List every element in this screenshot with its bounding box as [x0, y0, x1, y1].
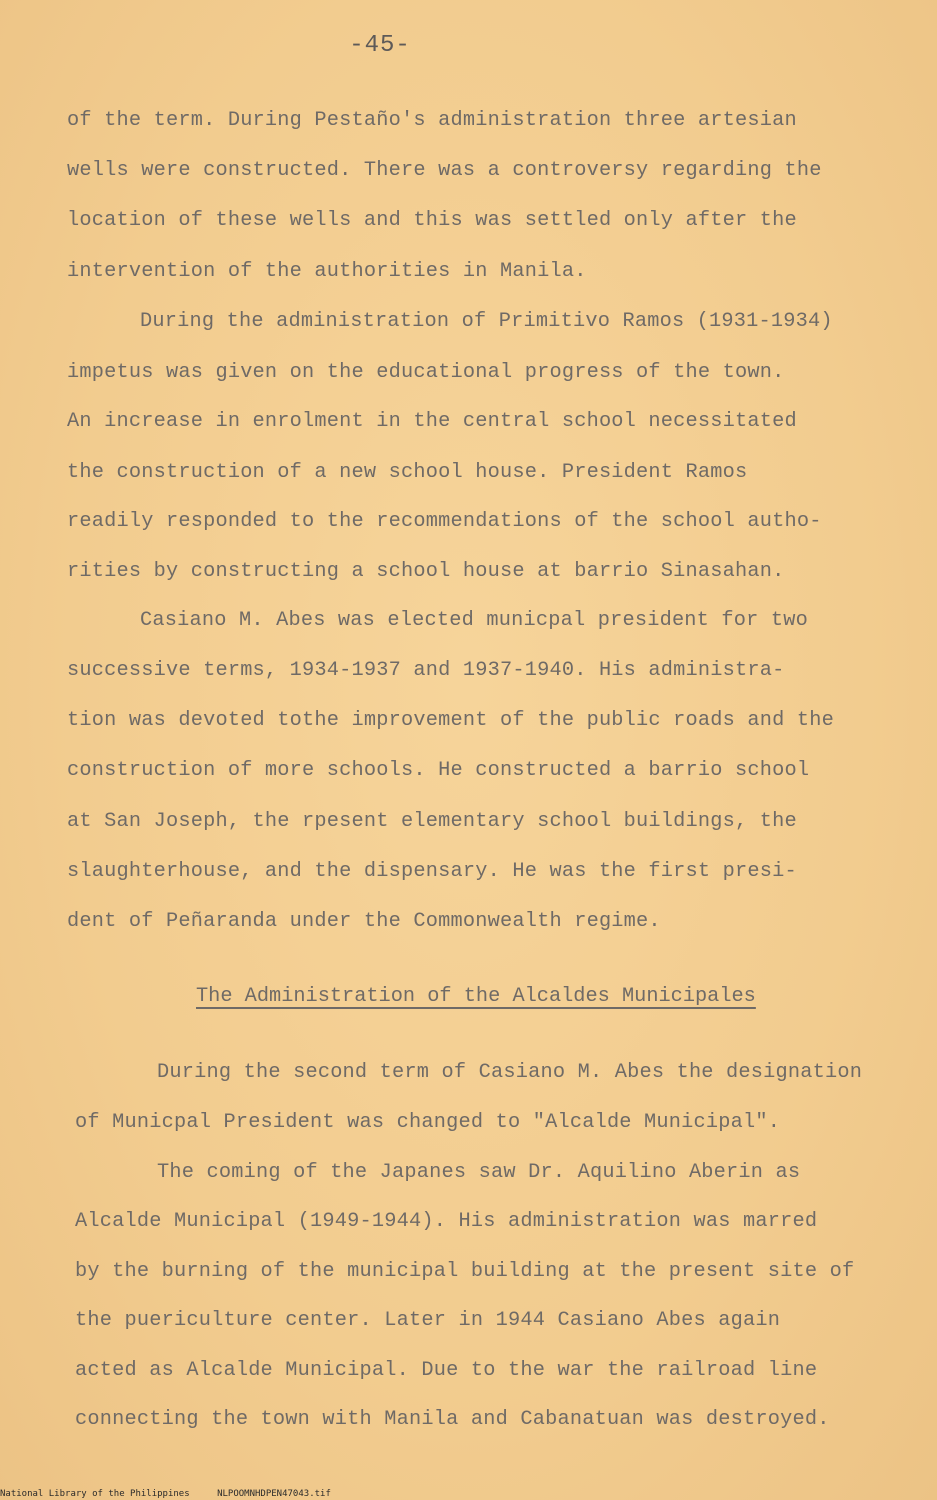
text-line: successive terms, 1934-1937 and 1937-1940. His administra-	[67, 659, 785, 682]
text-line: Casiano M. Abes was elected municpal president for two	[140, 609, 809, 632]
scan-footer	[0, 1489, 353, 1499]
text-line: construction of more schools. He constructed a barrio school	[67, 759, 810, 782]
text-line: the puericulture center. Later in 1944 Casiano Abes again	[75, 1309, 781, 1332]
text-line: dent of Peñaranda under the Commonwealth regime.	[67, 910, 661, 933]
text-line: An increase in enrolment in the central school necessitated	[67, 410, 797, 433]
text-line: During the second term of Casiano M. Abes the designation	[157, 1061, 863, 1084]
text-line: wells were constructed. There was a controversy regarding the	[67, 159, 822, 182]
text-line: of Municpal President was changed to "Alcalde Municipal".	[75, 1111, 781, 1134]
text-line: The coming of the Japanes saw Dr. Aquilino Aberin as	[157, 1161, 801, 1184]
text-line: the construction of a new school house. President Ramos	[67, 461, 748, 484]
text-line: rities by constructing a school house at barrio Sinasahan.	[67, 560, 785, 583]
text-line: by the burning of the municipal building at the present site of	[75, 1260, 855, 1283]
page-number: -45-	[349, 32, 411, 59]
text-line: slaughterhouse, and the dispensary. He was the first presi-	[67, 860, 797, 883]
text-line: readily responded to the recommendations of the school autho-	[67, 510, 822, 533]
text-line: acted as Alcalde Municipal. Due to the war the railroad line	[75, 1359, 818, 1382]
footer-library: National Library of the Philippines	[0, 1489, 190, 1499]
text-line: connecting the town with Manila and Cabanatuan was destroyed.	[75, 1408, 830, 1431]
text-line: During the administration of Primitivo Ramos (1931-1934)	[140, 310, 833, 333]
text-line: at San Joseph, the rpesent elementary school buildings, the	[67, 810, 797, 833]
text-line: of the term. During Pestaño's administration three artesian	[67, 109, 797, 132]
text-line: intervention of the authorities in Manila.	[67, 260, 587, 283]
footer-filename: NLPOOMNHDPEN47043.tif	[217, 1489, 331, 1499]
text-line: impetus was given on the educational progress of the town.	[67, 361, 785, 384]
section-heading: The Administration of the Alcaldes Municipales	[196, 985, 756, 1008]
text-line: tion was devoted tothe improvement of the public roads and the	[67, 709, 834, 732]
text-line: Alcalde Municipal (1949-1944). His administration was marred	[75, 1210, 818, 1233]
text-line: location of these wells and this was settled only after the	[67, 209, 797, 232]
